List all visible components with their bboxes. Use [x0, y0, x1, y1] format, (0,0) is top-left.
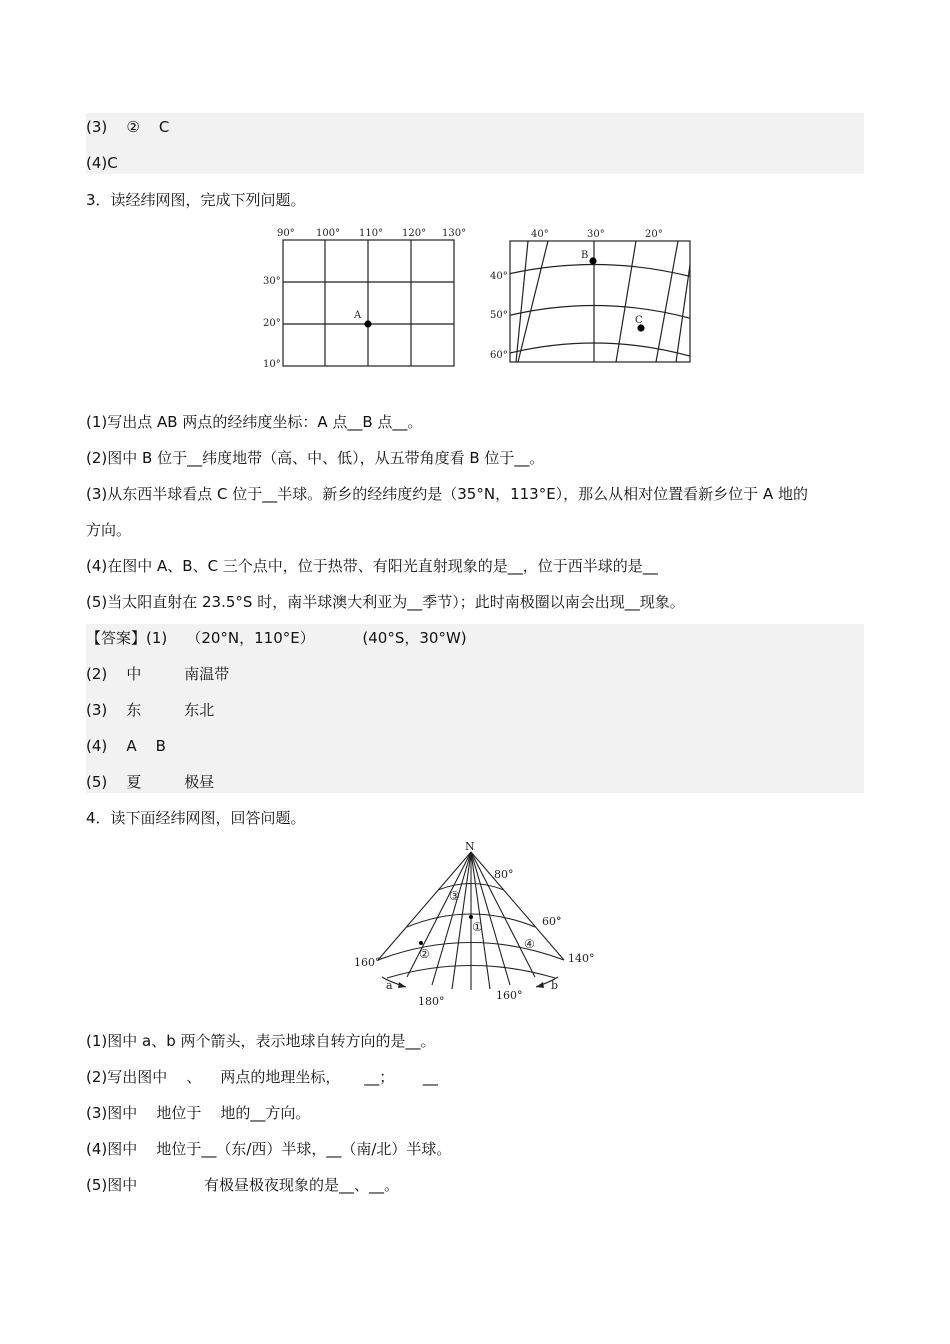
point-a-marker — [364, 320, 371, 327]
lon-label-140: 140° — [568, 952, 595, 965]
q3-grid-figure-left — [260, 222, 475, 372]
q4-sub3: (3)图中 地位于 地的__方向。 — [86, 1104, 311, 1122]
q3-title: 3．读经纬网图，完成下列问题。 — [86, 191, 306, 209]
lat-label-50: 50° — [490, 310, 508, 321]
north-label: N — [465, 840, 475, 853]
lat-label-40: 40° — [490, 271, 508, 282]
q3-answer-5: (5) 夏 极昼 — [86, 773, 215, 791]
prev-answer-4: (4)C — [86, 154, 118, 172]
lon-label-100: 100° — [316, 228, 341, 239]
arrow-b-label: b — [551, 979, 559, 992]
prev-answer-3: (3) ② C — [86, 118, 170, 136]
lon-label-30: 30° — [587, 229, 605, 240]
point-1-label: ① — [472, 920, 483, 934]
lat-label-60: 60° — [542, 915, 562, 928]
lat-label-80: 80° — [494, 868, 514, 881]
q3-answer-4: (4) A B — [86, 737, 166, 755]
lat-label-10: 10° — [263, 359, 281, 370]
point-b-label: B — [581, 250, 589, 261]
q3-answer-3: (3) 东 东北 — [86, 701, 215, 719]
point-b-marker — [589, 257, 596, 264]
point-a-label: A — [354, 310, 362, 321]
q4-sub5: (5)图中 有极昼极夜现象的是__、__。 — [86, 1176, 400, 1194]
lon-label-110: 110° — [359, 228, 384, 239]
q3-sub5: (5)当太阳直射在 23.5°S 时，南半球澳大利亚为__季节）；此时南极圈以南会出现__现象。 — [86, 593, 685, 611]
arrow-a-label: a — [386, 979, 393, 992]
lat-label-30: 30° — [263, 276, 281, 287]
q3-grid-figure-right — [488, 225, 698, 370]
previous-answer-block — [86, 113, 864, 174]
lon-label-160-right: 160° — [496, 989, 523, 1002]
lon-label-40: 40° — [531, 229, 549, 240]
point-2-label: ② — [419, 947, 430, 961]
point-2-marker — [419, 941, 423, 945]
q3-answer-2: (2) 中 南温带 — [86, 665, 230, 683]
lat-label-20: 20° — [263, 318, 281, 329]
lon-label-130: 130° — [442, 228, 467, 239]
q4-sub4: (4)图中 地位于__（东/西）半球，__（南/北）半球。 — [86, 1140, 452, 1158]
point-3-label: ③ — [449, 889, 460, 903]
q4-sub2: (2)写出图中 、 两点的地理坐标， __； __ — [86, 1068, 438, 1086]
q3-sub4: (4)在图中 A、B、C 三个点中，位于热带、有阳光直射现象的是__，位于西半球的是__ — [86, 557, 658, 575]
q3-sub2: (2)图中 B 位于__纬度地带（高、中、低），从五带角度看 B 位于__。 — [86, 449, 545, 467]
q4-sub1: (1)图中 a、b 两个箭头，表示地球自转方向的是__。 — [86, 1032, 436, 1050]
point-c-label: C — [635, 315, 643, 326]
q4-title: 4．读下面经纬网图，回答问题。 — [86, 809, 306, 827]
q3-sub1: (1)写出点 AB 两点的经纬度坐标：A 点__B 点__。 — [86, 413, 423, 431]
point-4-label: ④ — [524, 937, 535, 951]
point-1-marker — [469, 915, 473, 919]
q4-fan-grid-figure — [348, 835, 603, 1010]
lon-label-120: 120° — [402, 228, 427, 239]
q3-sub3b: 方向。 — [86, 521, 132, 539]
q3-sub3a: (3)从东西半球看点 C 位于__半球。新乡的经纬度约是（35°N，113°E），那么从相对位置看新乡位于 A 地的 — [86, 485, 808, 503]
lon-label-160-left: 160° — [354, 956, 381, 969]
lon-label-20: 20° — [645, 229, 663, 240]
lon-label-180: 180° — [418, 995, 445, 1008]
q3-answer-1: 【答案】(1) （20°N，110°E） (40°S，30°W) — [86, 629, 467, 647]
lon-label-90: 90° — [277, 228, 295, 239]
lat-label-60: 60° — [490, 350, 508, 361]
